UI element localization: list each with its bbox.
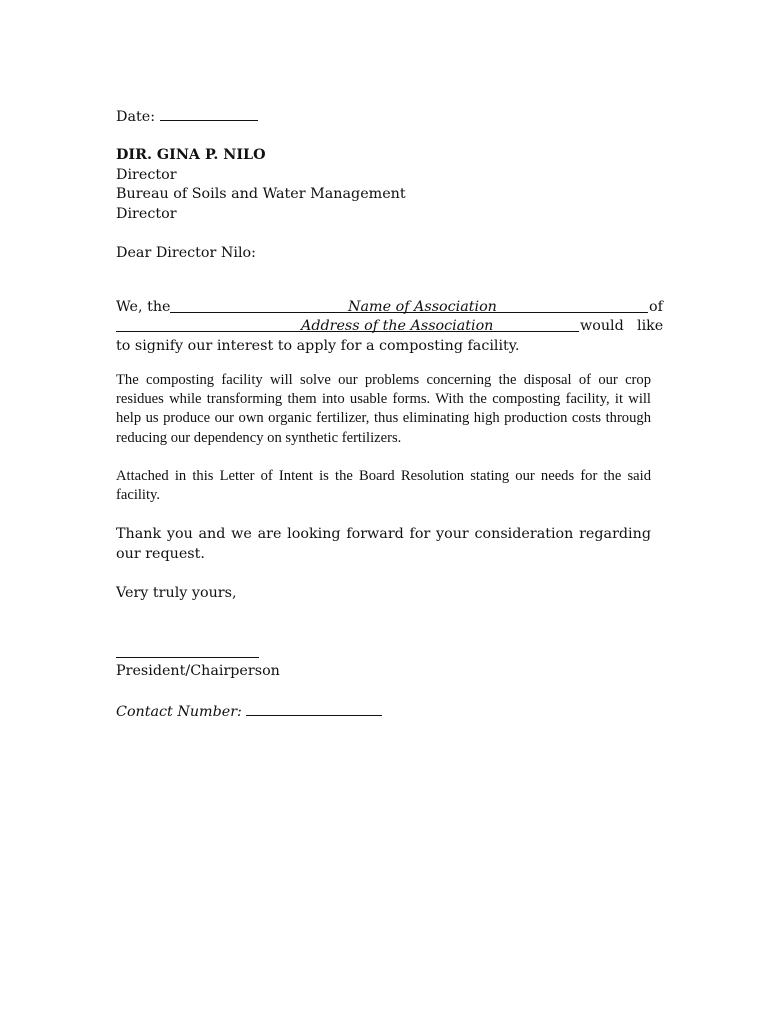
- intro-would: would: [580, 318, 624, 334]
- recipient-title-2: Director: [116, 206, 177, 222]
- intro-we-the: We, the: [116, 299, 171, 315]
- association-name-placeholder: Name of Association: [348, 299, 497, 315]
- closing: Very truly yours,: [116, 585, 237, 601]
- date-label: Date:: [116, 109, 156, 125]
- contact-blank: [246, 701, 382, 716]
- association-address-placeholder: Address of the Association: [301, 318, 494, 334]
- recipient-name: DIR. GINA P. NILO: [116, 147, 266, 163]
- date-blank: [160, 106, 258, 121]
- date-line: [116, 106, 258, 127]
- paragraph-composting: The composting facility will solve our problems concerning the disposal of our crop residues while transforming them into usable forms. With the composting facility, it will help us produce our own organic fertilizer, thus eliminating high production costs through reducing our dependency on synthetic fertilizers.: [116, 372, 651, 446]
- intro-line-2: [116, 316, 662, 336]
- signatory-title: President/Chairperson: [116, 663, 280, 679]
- contact-line: [116, 701, 382, 722]
- intro-like: like: [637, 318, 664, 334]
- salutation: Dear Director Nilo:: [116, 245, 256, 261]
- signature-line: [116, 657, 259, 658]
- contact-label: Contact Number:: [116, 704, 242, 720]
- paragraph-attached: Attached in this Letter of Intent is the Board Resolution stating our needs for the said facility.: [116, 468, 651, 504]
- recipient-office: Bureau of Soils and Water Management: [116, 186, 406, 202]
- intro-of: of: [649, 299, 663, 315]
- recipient-title: Director: [116, 167, 177, 183]
- paragraph-thank-you: Thank you and we are looking forward for your consideration regarding our request.: [116, 526, 651, 562]
- intro-line-3: to signify our interest to apply for a composting facility.: [116, 338, 520, 354]
- intro-line-1: [116, 297, 662, 317]
